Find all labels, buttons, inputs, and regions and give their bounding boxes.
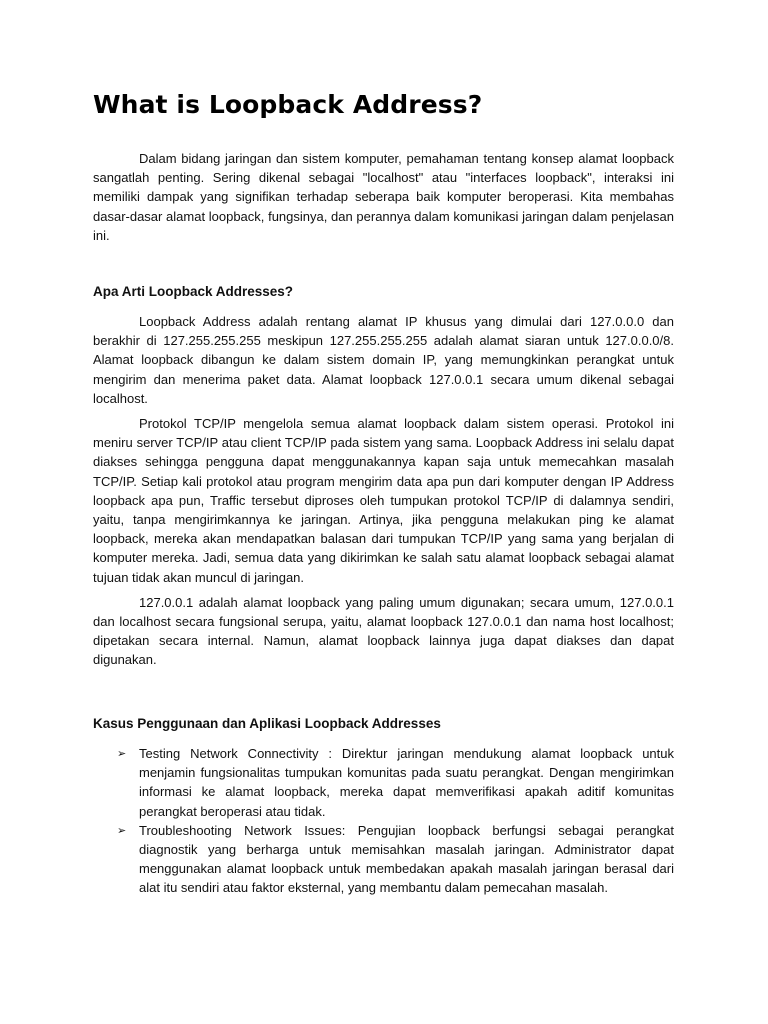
definition-paragraph: Loopback Address adalah rentang alamat IP khusus yang dimulai dari 127.0.0.0 dan berakhir di 127.255.255.255 meskipun 127.255.255.255 adalah alamat siaran untuk 127.0.0.0/8. Alamat loopback dibangun ke dalam sistem domain IP, yang memungkinkan perangkat untuk mengirim dan menerima paket data. Alamat loopback 127.0.0.1 secara umum dikenal sebagai localhost. <box>93 314 674 406</box>
intro-paragraph: Dalam bidang jaringan dan sistem komputer, pemahaman tentang konsep alamat loopback sangatlah penting. Sering dikenal sebagai "localhost" atau "interfaces loopback", interaksi ini memiliki dampak yang signifikan terhadap seberapa baik komputer beroperasi. Kita membahas dasar-dasar alamat loopback, fungsinya, dan perannya dalam komunikasi jaringan dalam penjelasan ini. <box>93 151 674 243</box>
list-item-text: Testing Network Connectivity : Direktur jaringan mendukung alamat loopback untuk menjamin fungsionalitas tumpukan komunitas pada suatu perangkat. Dengan mengirimkan informasi ke alamat loopback, mereka dapat memverifikasi apakah aditif komunitas perangkat beroperasi atau tidak. <box>139 746 674 819</box>
section-heading-definition: Apa Arti Loopback Addresses? <box>93 284 294 299</box>
intro-section <box>93 149 674 245</box>
section-heading-use-cases: Kasus Penggunaan dan Aplikasi Loopback Addresses <box>93 716 441 731</box>
list-item <box>93 821 674 898</box>
list-item <box>93 744 674 821</box>
localhost-paragraph: 127.0.0.1 adalah alamat loopback yang paling umum digunakan; secara umum, 127.0.0.1 dan localhost secara fungsional serupa, yaitu, alamat loopback 127.0.0.1 dan nama host localhost; dipetakan secara internal. Namun, alamat loopback lainnya juga dapat diakses dan dapat digunakan. <box>93 594 674 668</box>
protocol-paragraph: Protokol TCP/IP mengelola semua alamat loopback dalam sistem operasi. Protokol ini meniru server TCP/IP atau client TCP/IP pada sistem yang sama. Loopback Address ini selalu dapat diakses sehingga pengguna dapat menggunakannya kapan saja untuk memecahkan masalah TCP/IP. Setiap kali protokol atau program mengirim data apa pun dari komputer dengan IP Address loopback apa pun, Traffic tersebut diproses oleh tumpukan protokol TCP/IP di dalamnya sendiri, yaitu, tanpa mengirimkannya ke jaringan. Artinya, jika pengguna melakukan ping ke alamat loopback, mereka akan mendapatkan balasan dari tumpukan TCP/IP yang sama yang berjalan di komputer mereka. Jadi, semua data yang dikirimkan ke salah satu alamat loopback sebagai alamat tujuan tidak akan muncul di jaringan. <box>93 416 674 585</box>
document-title: What is Loopback Address? <box>93 90 483 119</box>
definition-section <box>93 312 674 670</box>
arrow-bullet-icon: ➢ <box>117 823 127 837</box>
list-item-text: Troubleshooting Network Issues: Pengujian loopback berfungsi sebagai perangkat diagnostik yang berharga untuk memisahkan masalah jaringan. Administrator dapat menggunakan alamat loopback untuk membedakan apakah masalah jaringan berasal dari alat itu sendiri atau faktor eksternal, yang membantu dalam pemecahan masalah. <box>139 822 674 896</box>
arrow-bullet-icon: ➢ <box>117 747 127 760</box>
use-case-list <box>93 744 674 898</box>
